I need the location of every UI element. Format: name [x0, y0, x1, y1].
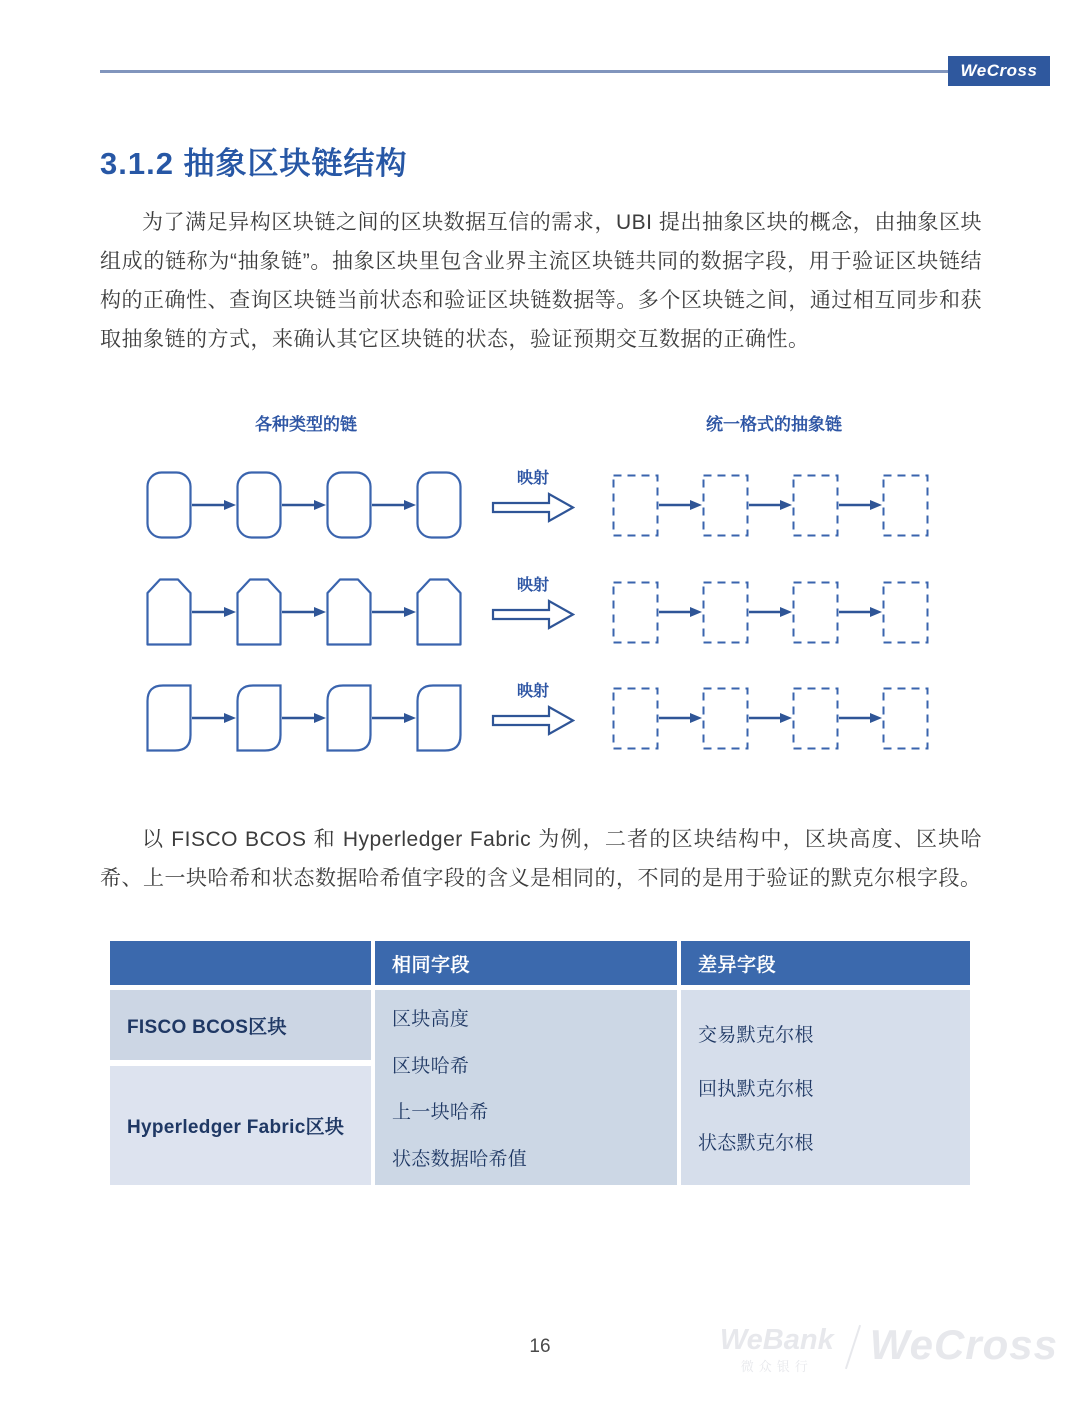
abstract-block-shape: [702, 687, 749, 750]
block-shape-pentagon: [416, 578, 462, 646]
table-header-diff-fields: 差异字段: [681, 941, 970, 985]
chain-link-arrow: [749, 712, 792, 724]
same-field-item: 区块高度: [392, 1008, 470, 1030]
chain-link-arrow: [749, 606, 792, 618]
chain-link-arrow: [372, 712, 416, 724]
block-shape-leaf: [326, 684, 372, 752]
page-number: 16: [529, 1336, 551, 1357]
diagram-row-3: [0, 682, 1080, 754]
block-shape-leaf: [236, 684, 282, 752]
diagram-row-1: [0, 469, 1080, 541]
block-shape-pentagon: [236, 578, 282, 646]
chain-link-arrow: [372, 606, 416, 618]
diagram-left-title: 各种类型的链: [255, 415, 357, 434]
abstract-block-shape: [612, 474, 659, 537]
chain-link-arrow: [192, 712, 236, 724]
abstract-block-shape: [702, 581, 749, 644]
abstract-block-shape: [702, 474, 749, 537]
chain-link-arrow: [659, 499, 702, 511]
webank-logo: [720, 1326, 834, 1375]
chain-link-arrow: [659, 606, 702, 618]
abstract-chain: [612, 576, 929, 648]
mapping-block-arrow: [491, 492, 575, 523]
abstract-block-shape: [792, 687, 839, 750]
abstract-chain: [612, 469, 929, 541]
field-comparison-table: [110, 941, 970, 1185]
map-label: 映射: [516, 683, 549, 700]
chain-link-arrow: [659, 712, 702, 724]
table-cell-same-fields: [375, 990, 677, 1185]
source-chain: [146, 682, 462, 754]
wecross-watermark-text: WeCross: [869, 1321, 1058, 1368]
diagram-row-2: [0, 576, 1080, 648]
table-header-empty: [110, 941, 371, 985]
webank-logo-subtext: 微众银行: [740, 1359, 813, 1374]
diagram-right-title: 统一格式的抽象链: [706, 415, 842, 434]
abstract-block-shape: [882, 474, 929, 537]
table-body: [110, 990, 970, 1185]
abstract-block-shape: [882, 581, 929, 644]
table-cell-diff-fields: [681, 990, 970, 1185]
map-arrow-group: [480, 682, 586, 754]
abstract-block-shape: [792, 581, 839, 644]
chain-link-arrow: [192, 499, 236, 511]
chain-link-arrow: [282, 499, 326, 511]
source-chain: [146, 469, 462, 541]
map-label: 映射: [516, 577, 549, 594]
block-shape-pentagon: [326, 578, 372, 646]
chain-link-arrow: [282, 712, 326, 724]
same-field-item: 状态数据哈希值: [392, 1149, 528, 1171]
abstract-chain: [612, 682, 929, 754]
chain-link-arrow: [839, 499, 882, 511]
chain-link-arrow: [372, 499, 416, 511]
block-shape-rounded: [236, 471, 282, 539]
table-row-fisco-bcos: FISCO BCOS区块: [110, 990, 371, 1060]
abstract-block-shape: [882, 687, 929, 750]
block-shape-rounded: [416, 471, 462, 539]
intro-paragraph: 为了满足异构区块链之间的区块数据互信的需求，UBI 提出抽象区块的概念，由抽象区块组成的链称为“抽象链”。抽象区块里包含业界主流区块链共同的数据字段，用于验证区块链结构的正确性、查询区块链当前状态和验证区块链数据等。多个区块链之间，通过相互同步和获取抽象链的方式，来确认其它区块链的状态，验证预期交互数据的正确性。: [100, 211, 982, 351]
block-shape-leaf: [146, 684, 192, 752]
example-paragraph: 以 FISCO BCOS 和 Hyperledger Fabric 为例，二者的区块结构中，区块高度、区块哈希、上一块哈希和状态数据哈希值字段的含义是相同的，不同的是用于验证的默克尔根字段。: [100, 828, 982, 890]
chain-link-arrow: [839, 606, 882, 618]
chain-link-arrow: [192, 606, 236, 618]
abstract-block-shape: [612, 687, 659, 750]
map-label: 映射: [516, 470, 549, 487]
table-row-hyperledger-fabric: Hyperledger Fabric区块: [110, 1066, 371, 1185]
table-header-same-fields: 相同字段: [375, 941, 677, 985]
source-chain: [146, 576, 462, 648]
table-header-row: [110, 941, 970, 985]
map-arrow-group: [480, 469, 586, 541]
block-shape-rounded: [326, 471, 372, 539]
wecross-logo-badge: [948, 56, 1050, 86]
header-divider-line: [100, 70, 950, 73]
chain-link-arrow: [839, 712, 882, 724]
mapping-block-arrow: [491, 599, 575, 630]
same-field-item: 上一块哈希: [392, 1102, 489, 1124]
map-arrow-group: [480, 576, 586, 648]
watermark-divider: [845, 1325, 861, 1369]
diff-field-item: 交易默克尔根: [698, 1025, 814, 1046]
webank-logo-text: WeBank: [719, 1324, 834, 1356]
same-field-item: 区块哈希: [392, 1055, 470, 1077]
mapping-block-arrow: [491, 705, 575, 736]
abstract-block-shape: [612, 581, 659, 644]
table-row-labels: [110, 990, 371, 1185]
wecross-logo-text: WeCross: [960, 61, 1038, 80]
diff-field-item: 状态默克尔根: [698, 1133, 814, 1154]
block-shape-pentagon: [146, 578, 192, 646]
section-title: 3.1.2 抽象区块链结构: [100, 146, 408, 181]
chain-link-arrow: [282, 606, 326, 618]
block-shape-rounded: [146, 471, 192, 539]
footer-watermark: [720, 1322, 1058, 1375]
diff-field-item: 回执默克尔根: [698, 1079, 814, 1100]
chain-mapping-diagram: [0, 400, 1080, 790]
block-shape-leaf: [416, 684, 462, 752]
chain-link-arrow: [749, 499, 792, 511]
abstract-block-shape: [792, 474, 839, 537]
